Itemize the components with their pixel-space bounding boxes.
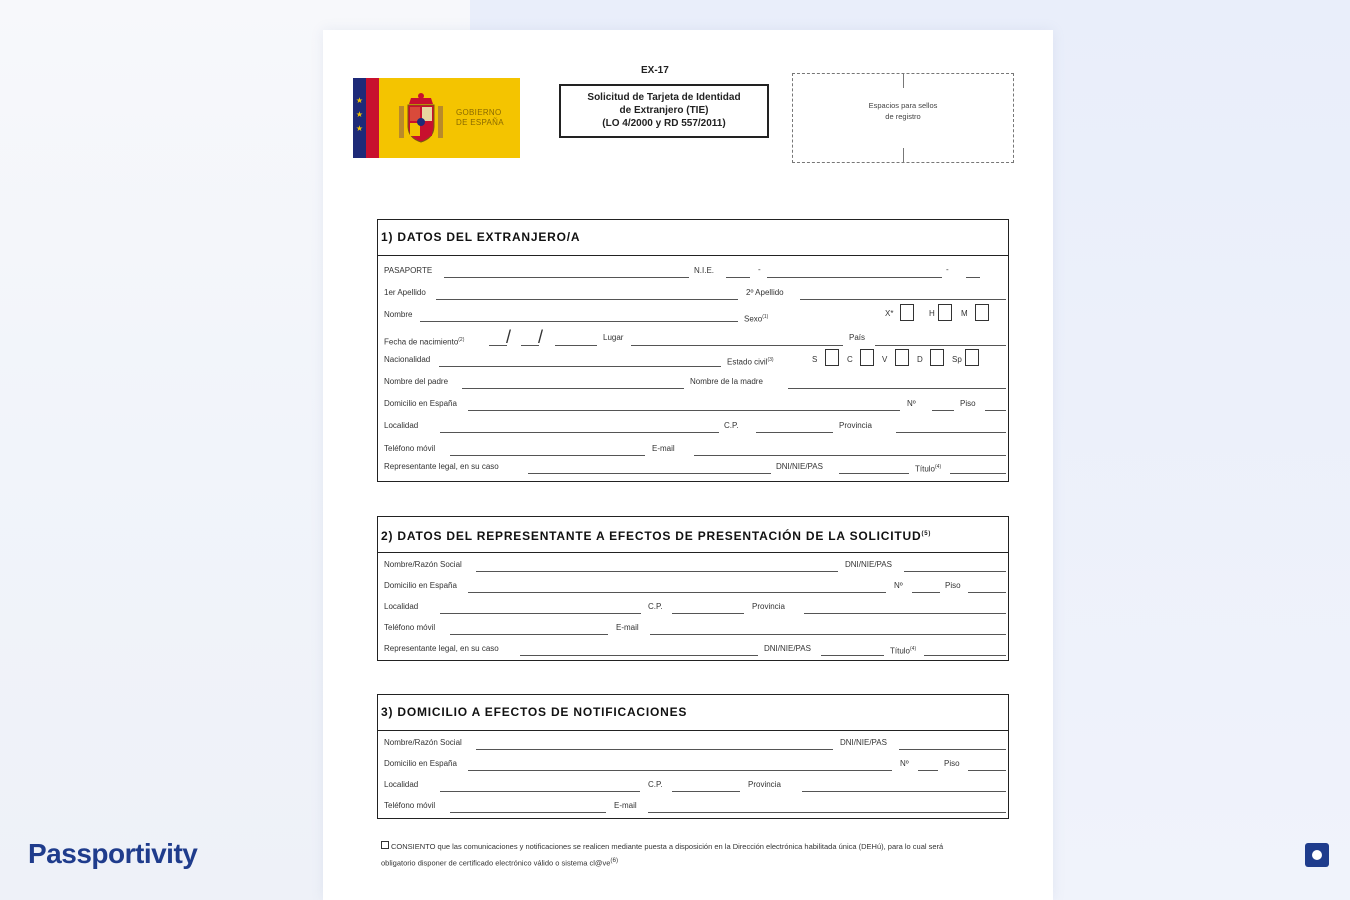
label-sexo-text: Sexo [744,314,763,324]
section-domicilio-notificaciones [377,694,1009,819]
field-titulo[interactable] [950,473,1006,474]
label-lugar: Lugar [603,333,624,342]
label-cp: C.P. [648,602,663,611]
field-domicilio[interactable] [468,592,886,593]
label-sexo-h: H [929,309,935,318]
label-telefono: Teléfono móvil [384,623,436,632]
consent-checkbox[interactable] [381,841,389,849]
field-numero[interactable] [932,410,954,411]
label-provincia: Provincia [839,421,872,430]
field-nie-letter[interactable] [726,277,750,278]
nie-dash-2: - [946,265,949,274]
label-dni: DNI/NIE/PAS [845,560,892,569]
section-3-title: 3) DOMICILIO A EFECTOS DE NOTIFICACIONES [378,695,1008,731]
label-nie: N.I.E. [694,266,715,275]
consent-notice [381,840,1001,871]
gobierno-espana-logo [353,78,520,158]
label-estado-civil [727,355,774,368]
fecha-slash-1: / [506,327,512,347]
field-telefono[interactable] [450,812,606,813]
field-apellido-2[interactable] [800,299,1006,300]
section-1-title: 1) DATOS DEL EXTRANJERO/A [378,220,1008,256]
label-nacionalidad: Nacionalidad [384,355,431,364]
field-telefono[interactable] [450,455,645,456]
label-sexo-m: M [961,309,968,318]
label-nombre-padre: Nombre del padre [384,377,449,386]
form-code: EX-17 [641,65,669,76]
field-email[interactable] [648,812,1006,813]
label-razon-social: Nombre/Razón Social [384,738,462,747]
field-numero[interactable] [918,770,938,771]
label-localidad: Localidad [384,780,419,789]
label-titulo-ref: (4) [935,464,942,470]
chat-widget-icon[interactable] [1305,843,1329,867]
label-razon-social: Nombre/Razón Social [384,560,462,569]
label-cp: C.P. [724,421,739,430]
label-dni: DNI/NIE/PAS [840,738,887,747]
field-dni[interactable] [904,571,1006,572]
checkbox-estado-s[interactable] [825,349,839,366]
label-nombre: Nombre [384,310,413,319]
field-domicilio[interactable] [468,770,892,771]
field-email[interactable] [650,634,1006,635]
checkbox-estado-sp[interactable] [965,349,979,366]
field-pais[interactable] [875,345,1006,346]
form-title-line-3: (LO 4/2000 y RD 557/2011) [602,118,726,129]
consent-text-2: obligatorio disponer de certificado electrónico válido o sistema cl@ve [381,858,611,868]
label-domicilio: Domicilio en España [384,399,457,408]
label-pasaporte: PASAPORTE [384,266,433,275]
field-nie-number[interactable] [767,277,942,278]
field-localidad[interactable] [440,432,719,433]
label-estado-civil-text: Estado civil [727,357,768,367]
field-provincia[interactable] [802,791,1006,792]
label-email: E-mail [614,801,637,810]
label-titulo [915,462,941,475]
consent-text-1: CONSIENTO que las comunicaciones y notificaciones se realicen mediante puesta a disposición en la Dirección electrónica habilitada única (DEHú), para lo cual será [391,842,944,851]
checkbox-estado-v[interactable] [895,349,909,366]
label-numero: Nº [900,759,909,768]
field-provincia[interactable] [804,613,1006,614]
passportivity-logo: Passportivity [28,838,198,869]
form-title-line-2: de Extranjero (TIE) [619,105,709,116]
field-nombre[interactable] [420,321,738,322]
label-apellido-2: 2º Apellido [746,288,784,297]
section-2-title-ref: (5) [921,531,932,537]
field-localidad[interactable] [440,613,641,614]
registry-text-line-1: Espacios para sellos [868,101,938,110]
label-fecha-nacimiento [384,335,464,348]
label-domicilio: Domicilio en España [384,759,457,768]
checkbox-sexo-x[interactable] [900,304,914,321]
label-numero: Nº [894,581,903,590]
field-lugar[interactable] [631,345,843,346]
field-titulo[interactable] [924,655,1006,656]
field-domicilio[interactable] [468,410,900,411]
checkbox-estado-c[interactable] [860,349,874,366]
label-representante-dni: DNI/NIE/PAS [776,462,823,471]
form-document [323,30,1053,900]
label-piso: Piso [960,399,976,408]
coat-of-arms-icon [397,92,445,146]
field-razon-social[interactable] [476,571,838,572]
consent-line-2 [381,854,1001,871]
label-estado-d: D [917,355,923,364]
logo-text-line-2: DE ESPAÑA [456,118,504,127]
field-localidad[interactable] [440,791,640,792]
label-estado-v: V [882,355,888,364]
field-nombre-padre[interactable] [462,388,684,389]
field-razon-social[interactable] [476,749,833,750]
label-fecha-ref: (2) [458,337,465,343]
field-apellido-1[interactable] [436,299,738,300]
field-piso[interactable] [968,592,1006,593]
field-cp[interactable] [756,432,833,433]
label-localidad: Localidad [384,602,419,611]
nie-dash-1: - [758,265,761,274]
label-provincia: Provincia [752,602,785,611]
section-2-title [378,517,1008,553]
label-piso: Piso [945,581,961,590]
label-representante-dni: DNI/NIE/PAS [764,644,811,653]
label-estado-civil-ref: (3) [767,357,774,363]
label-provincia: Provincia [748,780,781,789]
registry-text [793,100,1013,122]
label-estado-s: S [812,355,818,364]
section-datos-representante [377,516,1009,661]
section-2-title-text: 2) DATOS DEL REPRESENTANTE A EFECTOS DE PRESENTACIÓN DE LA SOLICITUD [381,529,922,543]
label-titulo [890,644,916,657]
consent-line-1 [381,840,1001,854]
label-numero: Nº [907,399,916,408]
checkbox-estado-d[interactable] [930,349,944,366]
form-title-line-1: Solicitud de Tarjeta de Identidad [587,92,741,103]
label-titulo-text: Título [915,464,936,474]
label-sexo-x: X* [885,309,894,318]
label-telefono: Teléfono móvil [384,801,436,810]
consent-ref: (6) [610,857,619,864]
label-email: E-mail [652,444,675,453]
label-sexo [744,312,768,325]
label-pais: País [849,333,866,342]
field-nombre-madre[interactable] [788,388,1006,389]
label-estado-sp: Sp [952,355,962,364]
label-email: E-mail [616,623,639,632]
field-email[interactable] [694,455,1006,456]
label-telefono: Teléfono móvil [384,444,436,453]
field-representante[interactable] [520,655,758,656]
label-piso: Piso [944,759,960,768]
registry-tick-bottom [903,148,904,162]
fecha-slash-2: / [538,327,544,347]
label-cp: C.P. [648,780,663,789]
label-domicilio: Domicilio en España [384,581,457,590]
field-dni[interactable] [899,749,1006,750]
label-titulo-text: Título [890,646,911,656]
registry-tick-top [903,74,904,88]
field-fecha-dia[interactable] [489,345,507,346]
label-nombre-madre: Nombre de la madre [690,377,763,386]
label-localidad: Localidad [384,421,419,430]
field-representante[interactable] [528,473,771,474]
field-cp[interactable] [672,791,740,792]
field-cp[interactable] [672,613,744,614]
label-fecha-text: Fecha de nacimiento [384,337,459,347]
field-nie-control[interactable] [966,277,980,278]
field-piso[interactable] [968,770,1006,771]
field-pasaporte[interactable] [444,277,689,278]
field-piso[interactable] [985,410,1006,411]
checkbox-sexo-m[interactable] [975,304,989,321]
label-representante: Representante legal, en su caso [384,644,499,653]
label-apellido-1: 1er Apellido [384,288,426,297]
form-title-box [559,84,769,138]
label-titulo-ref: (4) [910,646,917,652]
section-datos-extranjero [377,219,1009,482]
field-fecha-mes[interactable] [521,345,539,346]
registry-text-line-2: de registro [885,112,921,121]
field-representante-dni[interactable] [821,655,884,656]
field-fecha-anio[interactable] [555,345,597,346]
field-representante-dni[interactable] [839,473,909,474]
logo-red-band [366,78,379,158]
registry-stamp-box [792,73,1014,163]
field-nacionalidad[interactable] [439,366,721,367]
logo-stars-icon: ★ ★ ★ [355,96,364,133]
label-representante: Representante legal, en su caso [384,462,499,471]
logo-text [456,108,504,128]
checkbox-sexo-h[interactable] [938,304,952,321]
logo-text-line-1: GOBIERNO [456,108,502,117]
field-provincia[interactable] [896,432,1006,433]
label-sexo-ref: (1) [762,314,769,320]
field-telefono[interactable] [450,634,608,635]
field-numero[interactable] [912,592,940,593]
label-estado-c: C [847,355,853,364]
